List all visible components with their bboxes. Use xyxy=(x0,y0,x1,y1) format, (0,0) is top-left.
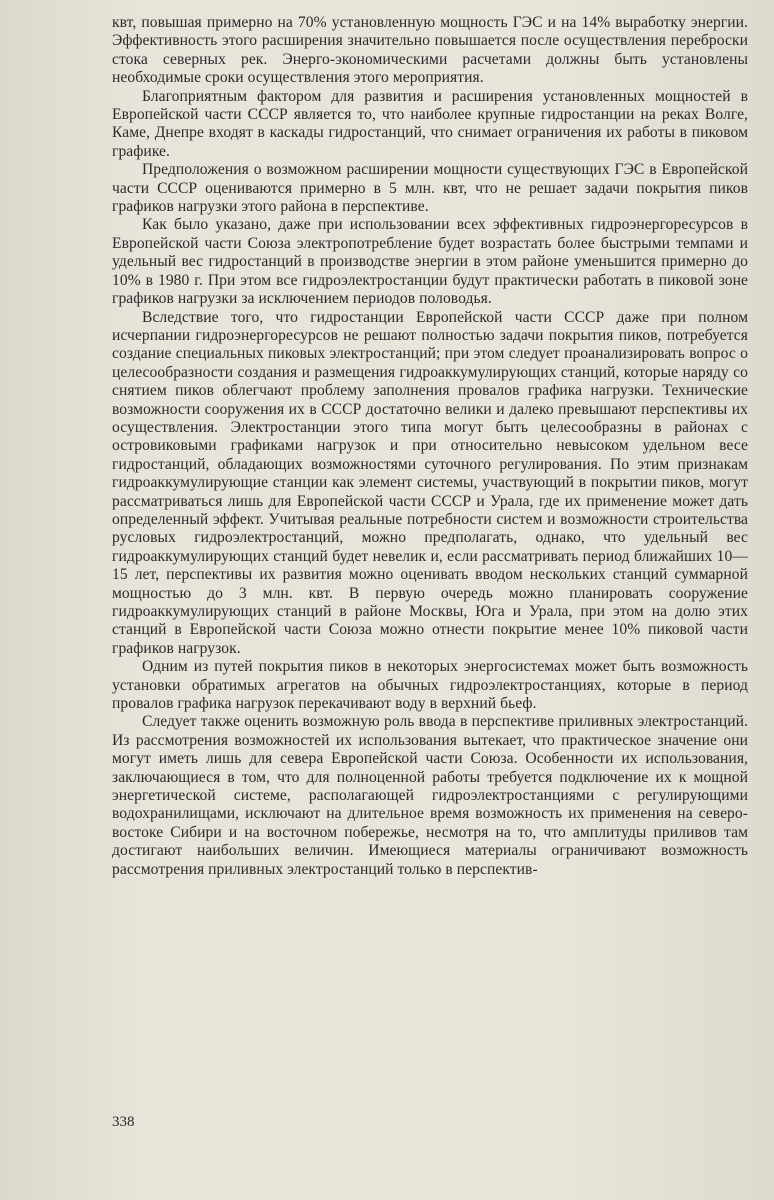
page-number: 338 xyxy=(112,1114,135,1130)
paragraph-4: Как было указано, даже при использовании всех эффективных гидроэнергоресурсов в Европейской части Союза электропотребление будет возрастать более быстрыми темпами и удельный вес гидростанций в производстве энергии в этом районе уменьшится примерно до 10% в 1980 г. При этом все гидроэлектростанции будут практически работать в пиковой зоне графиков нагрузки за исключением периодов половодья. xyxy=(112,216,748,308)
paragraph-2: Благоприятным фактором для развития и расширения установленных мощностей в Европейской части СССР является то, что наиболее крупные гидростанции на реках Волге, Каме, Днепре входят в каскады гидростанций, что снимает ограничения их работы в пиковом графике. xyxy=(112,87,748,160)
paragraph-6: Одним из путей покрытия пиков в некоторых энергосистемах может быть возможность установки обратимых агрегатов на обычных гидроэлектростанциях, которые в период провалов графика нагрузок перекачивают воду в верхний бьеф. xyxy=(112,658,748,713)
body-text xyxy=(112,14,748,879)
paragraph-7: Следует также оценить возможную роль ввода в перспективе приливных электростанций. Из рассмотрения возможностей их использования вытекает, что практическое значение они могут иметь лишь для севера Европейской части Союза. Особенности их использования, заключающиеся в том, что для полноценной работы требуется подключение их к мощной энергетической системе, располагающей гидроэлектростанциями с регулирующими водохранилищами, исключают на длительное время возможность их применения на северо-востоке Сибири и на восточном побережье, несмотря на то, что амплитуды приливов там достигают наибольших величин. Имеющиеся материалы ограничивают возможность рассмотрения приливных электростанций только в перспектив- xyxy=(112,713,748,878)
paragraph-3: Предположения о возможном расширении мощности существующих ГЭС в Европейской части СССР оцениваются примерно в 5 млн. квт, что не решает задачи покрытия пиков графиков нагрузки этого района в перспективе. xyxy=(112,161,748,216)
paragraph-5: Вследствие того, что гидростанции Европейской части СССР даже при полном исчерпании гидроэнергоресурсов не решают полностью задачи покрытия пиков, потребуется создание специальных пиковых электростанций; при этом следует проанализировать вопрос о целесообразности создания и размещения гидроаккумулирующих станций, которые наряду со снятием пиков облегчают проблему заполнения провалов графика нагрузки. Технические возможности сооружения их в СССР достаточно велики и далеко превышают перспективы их осуществления. Электростанции этого типа могут быть целесообразны в районах с островиковыми графиками нагрузок и при относительно невысоком удельном весе гидростанций, обладающих возможностями суточного регулирования. По этим признакам гидроаккумулирующие станции как элемент системы, участвующий в покрытии пиков, могут рассматриваться лишь для Европейской части СССР и Урала, где их применение может дать определенный эффект. Учитывая реальные потребности систем и возможности строительства русловых гидроэлектростанций, можно предполагать, однако, что удельный вес гидроаккумулирующих станций будет невелик и, если рассматривать период ближайших 10—15 лет, перспективы их развития можно оценивать вводом нескольких станций суммарной мощностью до 3 млн. квт. В первую очередь можно планировать сооружение гидроаккумулирующих станций в районе Москвы, Юга и Урала, при этом на долю этих станций в Европейской части Союза можно отнести покрытие менее 10% пиковой части графиков нагрузок. xyxy=(112,308,748,657)
paragraph-1: квт, повышая примерно на 70% установленную мощность ГЭС и на 14% выработку энергии. Эффективность этого расширения значительно повышается после осуществления переброски стока северных рек. Энерго-экономическими расчетами должны быть установлены необходимые сроки осуществления этого мероприятия. xyxy=(112,14,748,87)
